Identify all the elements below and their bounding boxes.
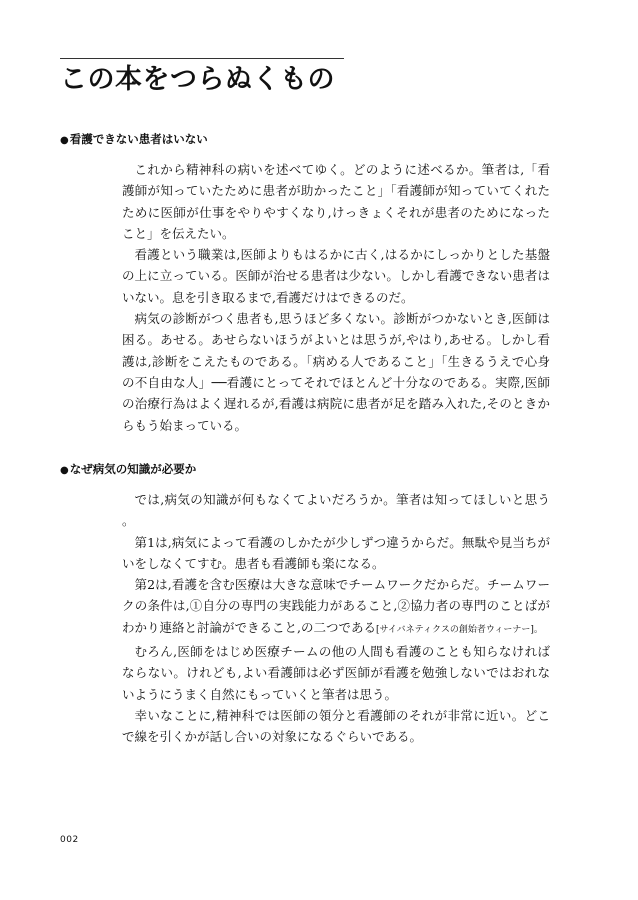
section-1-heading [60, 131, 580, 149]
chapter-title: この本をつらぬくもの [60, 64, 335, 95]
section-2-paragraph-4: むろん,医師をはじめ医療チームの他の人間も看護のことも知らなければならない。けれども,よい看護師は必ず医師が看護を勉強しないではおれないようにうまく自然にもっていくと筆者は思う。 [122, 644, 550, 702]
section-2-heading [60, 461, 580, 479]
bullet-icon: ● [60, 135, 69, 146]
section-2-paragraph-2: 第1は,病気によって看護のしかたが少しずつ違うからだ。無駄や見当ちがいをしなくてすむ。患者も看護師も楽になる。 [122, 534, 550, 571]
section-2-paragraph-3 [122, 574, 550, 641]
section-2-paragraph-3-text: 第2は,看護を含む医療は大きな意味でチームワークだからだ。チームワークの条件は,①自分の専門の実践能力があること,②協力者の専門のことばがわかり連絡と討論ができること,の二つである [122, 577, 550, 635]
section-2-heading-text: なぜ病気の知識が必要か [69, 462, 197, 476]
page-number: 002 [60, 835, 79, 845]
inline-note: [サイバネティクスの創始者ウィーナー]。 [375, 624, 543, 635]
section-1-paragraph-1: これから精神科の病いを述べてゆく。どのように述べるか。筆者は,「看護師が知っていたために患者が助かったこと」「看護師が知っていてくれたために医師が仕事をやりやすくなり,けっきょくそれが患者のためになったこと」を伝えたい。 [122, 162, 550, 241]
section-2-paragraph-5: 幸いなことに,精神科では医師の領分と看護師のそれが非常に近い。どこで線を引くかが話し合いの対象になるぐらいである。 [122, 707, 550, 745]
section-1-body [122, 159, 550, 436]
section-2-paragraph-1: では,病気の知識が何もなくてよいだろうか。筆者は知ってほしいと思う。 [122, 492, 550, 529]
section-1-heading-text: 看護できない患者はいない [69, 132, 208, 146]
bullet-icon: ● [60, 465, 69, 476]
section-1-paragraph-2: 看護という職業は,医師よりもはるかに古く,はるかにしっかりとした基盤の上に立っている。医師が治せる患者は少ない。しかし看護できない患者はいない。息を引き取るまで,看護だけはできるのだ。 [122, 247, 550, 305]
section-1 [60, 131, 580, 436]
title-top-rule [60, 58, 344, 59]
section-2-body [122, 489, 550, 748]
section-2 [60, 461, 580, 748]
section-1-paragraph-3: 病気の診断がつく患者も,思うほど多くない。診断がつかないとき,医師は困る。あせる。あせらないほうがよいとは思うが,やはり,あせる。しかし看護は,診断をこえたものである。「病める人であること」「生きるうえで心身の不自由な人」──看護にとってそれでほとんど十分なのである。実際,医師の治療行為はよく遅れるが,看護は病院に患者が足を踏み入れた,そのときからもう始まっている。 [122, 311, 550, 433]
